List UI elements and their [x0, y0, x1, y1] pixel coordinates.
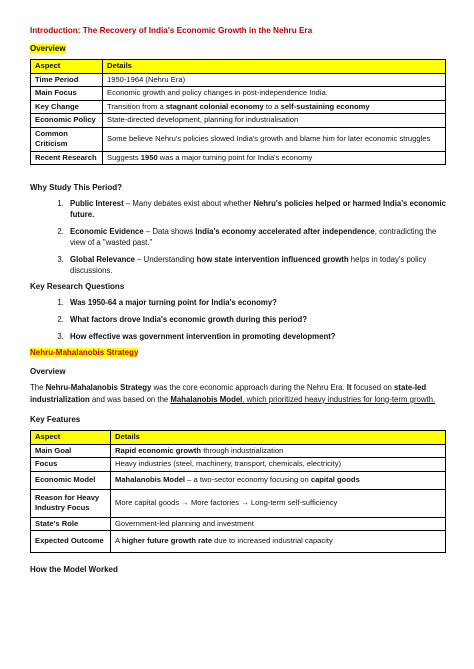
table-row — [31, 127, 446, 151]
text-run: 1950-1964 (Nehru Era) — [107, 74, 186, 84]
text-run: Transition from a — [107, 101, 166, 111]
text-run: Heavy industries (steel, machinery, transport, chemicals, electricity) — [115, 459, 342, 468]
features-table — [30, 430, 446, 553]
text-run: Government-led planning and investment — [115, 518, 254, 528]
text-run: stagnant colonial economy — [165, 101, 264, 111]
text-run: Mahalanobis Model — [115, 474, 186, 484]
document-page — [30, 26, 448, 574]
aspect-cell: Time Period — [31, 73, 103, 87]
text-run: helps in today's policy discussions. — [70, 255, 427, 275]
list-item — [66, 198, 448, 220]
header-aspect: Aspect — [31, 431, 111, 445]
research-list — [30, 297, 448, 342]
text-run: , contradicting the view of a "wasted past." — [70, 227, 437, 247]
text-run: Public Interest — [70, 199, 124, 208]
details-cell — [111, 531, 446, 553]
text-run: – a two-sector economy focusing on — [185, 474, 311, 484]
text-run: was a major turning point for India's economy — [157, 152, 313, 162]
text-run: It — [346, 383, 352, 392]
details-cell — [103, 100, 446, 114]
text-run: , which prioritized heavy industries for long-term growth. — [242, 394, 436, 404]
strategy-heading: Nehru-Mahalanobis Strategy — [30, 348, 139, 357]
text-run: capital goods — [310, 474, 360, 484]
aspect-cell: Economic Model — [31, 471, 111, 489]
text-run: What factors drove India's economic growth during this period? — [70, 315, 308, 324]
table-header-row — [31, 431, 446, 445]
header-details: Details — [111, 431, 446, 445]
text-run: how state intervention influenced growth — [196, 255, 349, 264]
text-run: State-directed development, planning for industrialisation — [107, 115, 299, 124]
text-run: through industrialization — [201, 445, 284, 455]
text-run: due to increased industrial capacity — [212, 536, 333, 546]
table-row — [31, 151, 446, 165]
details-cell — [103, 73, 446, 87]
text-run: A — [115, 536, 122, 546]
list-item — [66, 297, 448, 308]
text-run: to a — [263, 101, 281, 111]
text-run: was the core economic approach during the Nehru Era. — [151, 383, 347, 392]
text-run: Was 1950-64 a major turning point for India's economy? — [70, 298, 277, 307]
overview-table — [30, 59, 446, 165]
why-heading: Why Study This Period? — [30, 183, 123, 192]
why-list — [30, 198, 448, 276]
aspect-cell: Main Focus — [31, 87, 103, 101]
how-model-worked-heading: How the Model Worked — [30, 565, 118, 574]
list-item — [66, 254, 448, 276]
aspect-cell: Economic Policy — [31, 114, 103, 128]
table-row — [31, 444, 446, 458]
header-details: Details — [103, 60, 446, 74]
features-table-body — [31, 444, 446, 553]
text-run: More capital goods → More factories → Long-term self-sufficiency — [115, 497, 338, 507]
table-row — [31, 489, 446, 517]
header-aspect: Aspect — [31, 60, 103, 74]
text-run: Economic Evidence — [70, 227, 144, 236]
list-item — [66, 226, 448, 248]
text-run: Rapid economic growth — [115, 445, 202, 455]
text-run: – Understanding — [135, 255, 197, 264]
research-heading: Key Research Questions — [30, 282, 125, 291]
text-run: Economic growth and policy changes in post-independence India. — [107, 88, 328, 97]
text-run: Nehru-Mahalanobis Strategy — [45, 383, 152, 392]
overview-heading: Overview — [30, 44, 66, 53]
text-run: Some believe Nehru's policies slowed India's growth and blame him for later economic struggles — [107, 133, 431, 143]
aspect-cell: State's Role — [31, 517, 111, 531]
text-run: self-sustaining economy — [280, 101, 370, 111]
text-run: higher future growth rate — [121, 536, 213, 546]
text-run: How effective was government intervention in promoting development? — [70, 332, 336, 341]
features-heading: Key Features — [30, 415, 81, 424]
list-item — [66, 331, 448, 342]
overview-table-body — [31, 73, 446, 165]
aspect-cell: Focus — [31, 458, 111, 472]
table-row — [31, 531, 446, 553]
strategy-overview-heading: Overview — [30, 367, 66, 376]
text-run: – Data shows — [143, 227, 196, 236]
text-run: Global Relevance — [70, 255, 136, 264]
text-run: Mahalanobis Model — [170, 394, 243, 404]
details-cell — [111, 444, 446, 458]
details-cell — [111, 458, 446, 472]
details-cell — [111, 489, 446, 517]
text-run: Suggests — [107, 152, 141, 162]
aspect-cell: Key Change — [31, 100, 103, 114]
table-header-row — [31, 60, 446, 74]
table-row — [31, 73, 446, 87]
text-run: – Many debates exist about whether — [123, 199, 254, 208]
aspect-cell: Reason for Heavy Industry Focus — [31, 489, 111, 517]
table-row — [31, 87, 446, 101]
details-cell — [111, 517, 446, 531]
aspect-cell: Common Criticism — [31, 127, 103, 151]
details-cell — [111, 471, 446, 489]
text-run: India's economy accelerated after independence — [195, 227, 375, 236]
aspect-cell: Recent Research — [31, 151, 103, 165]
text-run: and was based on the — [89, 394, 171, 404]
list-item — [66, 314, 448, 325]
document-title: Introduction: The Recovery of India's Economic Growth in the Nehru Era — [30, 26, 313, 35]
table-row — [31, 471, 446, 489]
aspect-cell: Expected Outcome — [31, 531, 111, 553]
text-run: 1950 — [140, 152, 158, 162]
text-run: state-led industrialization — [30, 383, 427, 404]
table-row — [31, 458, 446, 472]
text-run: Nehru's policies helped or harmed India's economic future. — [70, 199, 446, 219]
aspect-cell: Main Goal — [31, 444, 111, 458]
table-row — [31, 100, 446, 114]
text-run: focused on — [351, 383, 395, 392]
details-cell — [103, 114, 446, 128]
details-cell — [103, 151, 446, 165]
table-row — [31, 517, 446, 531]
strategy-paragraph — [30, 382, 448, 405]
details-cell — [103, 127, 446, 151]
table-row — [31, 114, 446, 128]
details-cell — [103, 87, 446, 101]
text-run: The — [30, 383, 46, 392]
